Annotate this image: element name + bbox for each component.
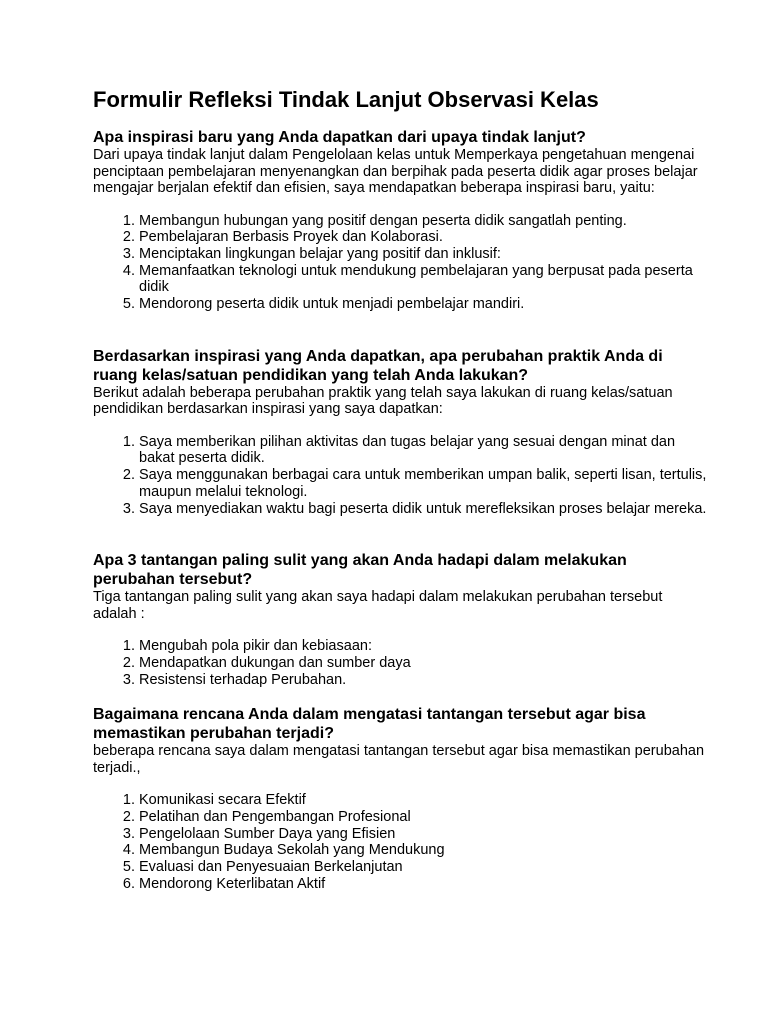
list-item: 5. Mendorong peserta didik untuk menjadi pembelajar mandiri. [139, 296, 708, 313]
section-inspiration [93, 128, 708, 313]
list-item: 3. Resistensi terhadap Perubahan. [139, 672, 708, 689]
list-item: 3. Menciptakan lingkungan belajar yang positif dan inklusif: [139, 246, 708, 263]
question-heading: Apa 3 tantangan paling sulit yang akan Anda hadapi dalam melakukan perubahan tersebut? [93, 552, 627, 589]
list-item: 3. Pengelolaan Sumber Daya yang Efisien [139, 826, 708, 843]
question-heading: Bagaimana rencana Anda dalam mengatasi tantangan tersebut agar bisa memastikan perubahan terjadi? [93, 706, 646, 743]
list-item: 6. Mendorong Keterlibatan Aktif [139, 876, 708, 893]
document-title: Formulir Refleksi Tindak Lanjut Observasi Kelas [93, 87, 599, 112]
numbered-list [93, 638, 708, 688]
list-item: 4. Membangun Budaya Sekolah yang Mendukung [139, 842, 708, 859]
numbered-list [93, 792, 708, 892]
list-item: 3. Saya menyediakan waktu bagi peserta didik untuk merefleksikan proses belajar mereka. [139, 501, 708, 518]
numbered-list [93, 434, 708, 518]
section-plans [93, 705, 708, 892]
answer-paragraph: Berikut adalah beberapa perubahan praktik yang telah saya lakukan di ruang kelas/satuan pendidikan berdasarkan inspirasi yang saya dapatkan: [93, 384, 673, 418]
section-practice-changes [93, 347, 708, 518]
answer-paragraph: beberapa rencana saya dalam mengatasi tantangan tersebut agar bisa memastikan perubahan terjadi., [93, 743, 705, 776]
answer-paragraph: Dari upaya tindak lanjut dalam Pengelolaan kelas untuk Memperkaya pengetahuan mengenai penciptaan pembelajaran menyenangkan dan berpihak pada peserta didik agar proses belajar mengajar berjalan efektif dan efisien, saya mendapatkan beberapa inspirasi baru, yaitu: [93, 147, 698, 196]
list-item: 1. Membangun hubungan yang positif dengan peserta didik sangatlah penting. [139, 213, 708, 230]
numbered-list [93, 213, 708, 313]
section-challenges [93, 551, 708, 688]
list-item: 1. Saya memberikan pilihan aktivitas dan tugas belajar yang sesuai dengan minat dan bakat peserta didik. [139, 434, 708, 467]
list-item: 1. Mengubah pola pikir dan kebiasaan: [139, 638, 708, 655]
list-item: 2. Mendapatkan dukungan dan sumber daya [139, 655, 708, 672]
list-item: 2. Saya menggunakan berbagai cara untuk memberikan umpan balik, seperti lisan, tertulis, maupun melalui teknologi. [139, 467, 708, 500]
list-item: 4. Memanfaatkan teknologi untuk mendukung pembelajaran yang berpusat pada peserta didik [139, 263, 708, 296]
question-heading: Berdasarkan inspirasi yang Anda dapatkan, apa perubahan praktik Anda di ruang kelas/satuan pendidikan yang telah Anda lakukan? [93, 347, 663, 384]
list-item: 5. Evaluasi dan Penyesuaian Berkelanjutan [139, 859, 708, 876]
list-item: 2. Pembelajaran Berbasis Proyek dan Kolaborasi. [139, 229, 708, 246]
question-heading: Apa inspirasi baru yang Anda dapatkan dari upaya tindak lanjut? [93, 129, 586, 146]
list-item: 1. Komunikasi secara Efektif [139, 792, 708, 809]
answer-paragraph: Tiga tantangan paling sulit yang akan saya hadapi dalam melakukan perubahan tersebut adalah : [93, 589, 663, 622]
list-item: 2. Pelatihan dan Pengembangan Profesional [139, 809, 708, 826]
